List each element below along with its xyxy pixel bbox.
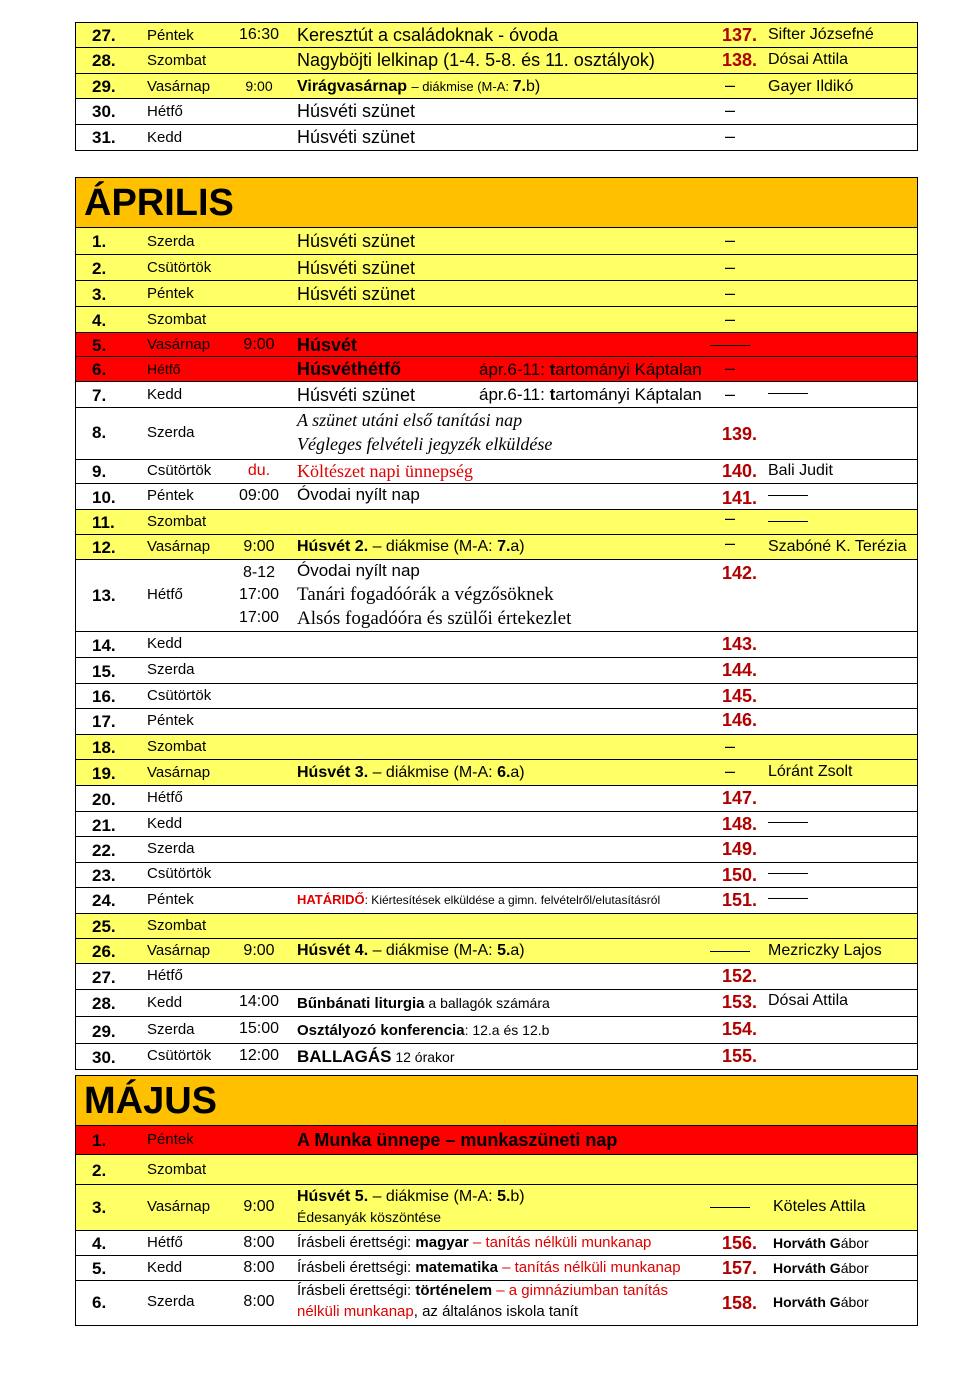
weekday: Szombat — [147, 52, 207, 69]
weekday: Kedd — [147, 635, 183, 652]
date-number: 1. — [92, 232, 107, 251]
time: 16:30 — [238, 26, 280, 43]
time: 9:00 — [243, 942, 275, 959]
event-number: 142. — [721, 563, 757, 583]
date-number: 20. — [92, 790, 116, 809]
event-number: 154. — [721, 1019, 757, 1039]
long-dash-mark — [768, 385, 808, 403]
date-number: 18. — [92, 738, 116, 757]
weekday: Csütörtök — [147, 259, 212, 276]
may-row-5 — [75, 1256, 918, 1281]
weekday: Vasárnap — [147, 538, 211, 555]
event-number: 141. — [721, 488, 757, 508]
weekday: Kedd — [147, 386, 183, 403]
event-number: 156. — [721, 1233, 757, 1253]
event-title: Keresztút a családoknak - óvoda — [297, 25, 559, 45]
month-header-may — [75, 1075, 918, 1126]
weekday: Szerda — [147, 840, 195, 857]
dash-mark: – — [724, 257, 735, 277]
april-row-24 — [75, 888, 918, 914]
responsible-person: Szabóné K. Terézia — [768, 538, 907, 555]
may-row-2 — [75, 1155, 918, 1185]
weekday: Péntek — [147, 27, 194, 44]
event-title: Húsvét — [297, 335, 358, 355]
april-row-1 — [75, 228, 918, 255]
event-title: Húsvéti szünet — [297, 385, 416, 405]
weekday: Szerda — [147, 424, 195, 441]
weekday: Szombat — [147, 917, 207, 934]
event-title: Húsvéti szünet — [297, 258, 416, 278]
event-number: 147. — [721, 788, 757, 808]
long-dash-mark — [710, 1197, 750, 1217]
month-title: MÁJUS — [84, 1080, 218, 1122]
april-row-2 — [75, 255, 918, 281]
event-title: Húsvéthétfő — [297, 359, 402, 379]
april-row-28 — [75, 990, 918, 1017]
date-number: 1. — [92, 1131, 107, 1150]
april-row-15 — [75, 658, 918, 684]
date-number: 28. — [92, 994, 116, 1013]
dash-mark: – — [724, 761, 735, 781]
event-title: Osztályozó konferencia: 12.a és 12.b — [297, 1022, 550, 1039]
weekday: Péntek — [147, 487, 194, 504]
dash-mark: – — [724, 533, 735, 553]
event-title: Húsvét 5. – diákmise (M-A: 5.b) — [297, 1188, 525, 1205]
time: 8-12 — [242, 564, 276, 581]
april-row-30 — [75, 1044, 918, 1070]
event-title: Húsvét 4. – diákmise (M-A: 5.a) — [297, 942, 525, 959]
april-row-27 — [75, 964, 918, 990]
event-title-line2: Tanári fogadóórák a végzősöknek — [297, 584, 554, 605]
weekday: Hétfő — [147, 1234, 183, 1251]
date-number: 29. — [92, 1022, 116, 1041]
weekday: Vasárnap — [147, 1198, 211, 1215]
dash-mark: – — [724, 283, 735, 303]
responsible-person: Horváth Gábor — [773, 1235, 869, 1251]
april-row-5 — [75, 333, 918, 357]
responsible-person: Mezriczky Lajos — [768, 942, 882, 959]
dash-mark: – — [724, 309, 735, 329]
weekday: Péntek — [147, 1131, 194, 1148]
weekday: Csütörtök — [147, 462, 212, 479]
event-title: Írásbeli érettségi: magyar – tanítás nélküli munkanap — [297, 1234, 652, 1251]
weekday: Szerda — [147, 233, 195, 250]
event-title-line2: Végleges felvételi jegyzék elküldése — [297, 434, 553, 454]
event-number: 146. — [721, 710, 757, 730]
dash-mark: – — [724, 384, 735, 404]
weekday: Hétfő — [147, 586, 183, 603]
date-number: 17. — [92, 712, 116, 731]
event-note: ápr.6-11: tartományi Káptalan — [479, 360, 702, 379]
date-number: 11. — [92, 513, 115, 532]
weekday: Vasárnap — [147, 78, 211, 95]
date-number: 30. — [92, 102, 116, 121]
april-row-19 — [75, 760, 918, 786]
event-title: HATÁRIDŐ: Kiértesítések elküldése a gimn. felvételről/elutasításról — [297, 892, 661, 907]
event-title: Húsvéti szünet — [297, 231, 416, 251]
date-number: 13. — [92, 586, 116, 605]
time: 12:00 — [238, 1047, 280, 1064]
weekday: Csütörtök — [147, 1047, 212, 1064]
event-number: 152. — [721, 966, 757, 986]
event-number: 148. — [721, 814, 757, 834]
event-number: 151. — [721, 890, 757, 910]
dash-mark: – — [724, 75, 735, 95]
event-title: Bűnbánati liturgia a ballagók számára — [297, 995, 550, 1012]
date-number: 6. — [92, 360, 107, 379]
event-title: A Munka ünnepe – munkaszüneti nap — [297, 1130, 618, 1150]
april-row-10 — [75, 484, 918, 510]
april-row-25 — [75, 914, 918, 939]
weekday: Csütörtök — [147, 687, 212, 704]
april-row-12 — [75, 535, 918, 560]
time: du. — [247, 462, 271, 479]
responsible-person: Dósai Attila — [768, 992, 849, 1009]
april-row-6 — [75, 357, 918, 382]
responsible-person: Horváth Gábor — [773, 1294, 869, 1310]
date-number: 4. — [92, 1234, 107, 1253]
weekday: Csütörtök — [147, 865, 212, 882]
event-title: BALLAGÁS 12 órakor — [297, 1047, 455, 1066]
dash-mark: – — [724, 736, 735, 756]
april-row-20 — [75, 786, 918, 812]
event-title: Óvodai nyílt nap — [297, 561, 420, 580]
weekday: Kedd — [147, 1259, 183, 1276]
weekday: Hétfő — [147, 103, 183, 120]
date-number: 9. — [92, 462, 107, 481]
date-number: 7. — [92, 386, 107, 405]
event-title: Húsvéti szünet — [297, 127, 416, 147]
date-number: 4. — [92, 311, 107, 330]
event-title-line2: Édesanyák köszöntése — [297, 1209, 441, 1225]
date-number: 16. — [92, 687, 116, 706]
time: 8:00 — [243, 1234, 275, 1251]
april-row-3 — [75, 281, 918, 307]
long-dash-mark — [768, 814, 808, 832]
date-number: 27. — [92, 26, 116, 45]
responsible-person: Bali Judit — [768, 462, 833, 479]
event-title: Virágvasárnap – diákmise (M-A: 7.b) — [297, 78, 541, 95]
date-number: 6. — [92, 1293, 107, 1312]
event-title: Húsvéti szünet — [297, 101, 416, 121]
date-number: 27. — [92, 968, 116, 987]
weekday: Szerda — [147, 1021, 195, 1038]
date-number: 25. — [92, 917, 116, 936]
april-row-18 — [75, 735, 918, 760]
weekday: Péntek — [147, 712, 194, 729]
weekday: Vasárnap — [147, 764, 211, 781]
april-row-22 — [75, 837, 918, 863]
weekday: Szombat — [147, 738, 207, 755]
weekday: Hétfő — [147, 361, 181, 377]
weekday: Kedd — [147, 129, 183, 146]
long-dash-mark — [710, 335, 750, 355]
march-row-27 — [75, 22, 918, 48]
event-number: 144. — [721, 660, 757, 680]
dash-mark: – — [724, 508, 735, 528]
april-row-9 — [75, 460, 918, 484]
date-number: 24. — [92, 891, 116, 910]
weekday: Hétfő — [147, 789, 183, 806]
april-row-7 — [75, 382, 918, 408]
date-number: 8. — [92, 423, 107, 442]
date-number: 2. — [92, 1161, 107, 1180]
long-dash-mark — [768, 890, 808, 908]
date-number: 30. — [92, 1048, 116, 1067]
event-number: 158. — [721, 1293, 757, 1313]
long-dash-mark — [710, 941, 750, 961]
weekday: Szerda — [147, 661, 195, 678]
date-number: 3. — [92, 1198, 107, 1217]
may-row-1 — [75, 1126, 918, 1155]
event-number: 138. — [721, 50, 757, 70]
weekday: Szombat — [147, 1161, 207, 1178]
april-row-11 — [75, 510, 918, 535]
event-title: Húsvéti szünet — [297, 284, 416, 304]
time: 15:00 — [238, 1020, 280, 1037]
date-number: 26. — [92, 942, 116, 961]
weekday: Péntek — [147, 285, 194, 302]
weekday: Hétfő — [147, 967, 183, 984]
date-number: 23. — [92, 866, 116, 885]
time-2: 17:00 — [238, 586, 280, 603]
long-dash-mark — [768, 865, 808, 883]
responsible-person: Dósai Attila — [768, 51, 849, 68]
time-3: 17:00 — [238, 609, 280, 626]
responsible-person: Sifter Józsefné — [768, 26, 874, 43]
event-number: 150. — [721, 865, 757, 885]
event-number: 137. — [721, 25, 757, 45]
date-number: 22. — [92, 841, 116, 860]
event-title: A szünet utáni első tanítási nap — [297, 410, 523, 430]
time: 9:00 — [243, 538, 275, 555]
dash-mark: – — [724, 230, 735, 250]
april-row-14 — [75, 632, 918, 658]
weekday: Szombat — [147, 513, 207, 530]
april-row-4 — [75, 307, 918, 333]
event-title: Óvodai nyílt nap — [297, 485, 420, 504]
april-row-21 — [75, 812, 918, 837]
march-row-31 — [75, 125, 918, 151]
event-number: 155. — [721, 1046, 757, 1066]
april-row-8 — [75, 408, 918, 460]
weekday: Péntek — [147, 891, 194, 908]
time: 14:00 — [238, 993, 280, 1010]
event-title: Nagyböjti lelkinap (1-4. 5-8. és 11. osztályok) — [297, 50, 655, 70]
weekday: Vasárnap — [147, 336, 211, 353]
date-number: 2. — [92, 259, 107, 278]
date-number: 3. — [92, 285, 107, 304]
weekday: Szombat — [147, 311, 207, 328]
weekday: Kedd — [147, 815, 183, 832]
event-number: 149. — [721, 839, 757, 859]
date-number: 19. — [92, 764, 116, 783]
time: 8:00 — [243, 1293, 275, 1310]
event-number: 157. — [721, 1258, 757, 1278]
event-number: 139. — [721, 424, 757, 444]
date-number: 5. — [92, 336, 107, 355]
responsible-person: Gayer Ildikó — [768, 78, 854, 95]
time: 9:00 — [243, 336, 275, 353]
dash-mark: – — [724, 126, 735, 146]
event-title: Költészet napi ünnepség — [297, 461, 473, 481]
dash-mark: – — [724, 358, 735, 378]
event-note: ápr.6-11: tartományi Káptalan — [479, 385, 702, 404]
time: 09:00 — [238, 487, 280, 504]
responsible-person: Köteles Attila — [773, 1198, 866, 1215]
date-number: 21. — [92, 816, 116, 835]
april-row-16 — [75, 684, 918, 709]
date-number: 15. — [92, 662, 116, 681]
march-row-30 — [75, 99, 918, 125]
april-row-29 — [75, 1017, 918, 1044]
event-title-line3: Alsós fogadóóra és szülői értekezlet — [297, 608, 572, 629]
may-row-6 — [75, 1281, 918, 1326]
april-row-26 — [75, 939, 918, 964]
event-title: Húsvét 2. – diákmise (M-A: 7.a) — [297, 538, 525, 555]
event-title-line2: nélküli munkanap, az általános iskola tanít — [297, 1303, 579, 1320]
month-title: ÁPRILIS — [84, 182, 234, 224]
time: 9:00 — [245, 78, 273, 94]
event-number: 140. — [721, 461, 757, 481]
event-number: 153. — [721, 992, 757, 1012]
weekday: Szerda — [147, 1293, 195, 1310]
date-number: 31. — [92, 128, 116, 147]
time: 8:00 — [243, 1259, 275, 1276]
march-row-29 — [75, 74, 918, 99]
april-row-13 — [75, 560, 918, 632]
date-number: 12. — [92, 538, 116, 557]
event-number: 145. — [721, 686, 757, 706]
date-number: 28. — [92, 51, 116, 70]
month-header-april — [75, 177, 918, 228]
date-number: 29. — [92, 77, 116, 96]
april-row-23 — [75, 863, 918, 888]
responsible-person: Lóránt Zsolt — [768, 763, 853, 780]
long-dash-mark — [768, 513, 808, 531]
event-title: Húsvét 3. – diákmise (M-A: 6.a) — [297, 764, 525, 781]
responsible-person: Horváth Gábor — [773, 1260, 869, 1276]
date-number: 10. — [92, 488, 116, 507]
weekday: Kedd — [147, 994, 183, 1011]
event-number: 143. — [721, 634, 757, 654]
may-row-3 — [75, 1185, 918, 1231]
date-number: 14. — [92, 636, 116, 655]
long-dash-mark — [768, 487, 808, 505]
may-row-4 — [75, 1231, 918, 1256]
march-row-28 — [75, 48, 918, 74]
weekday: Vasárnap — [147, 942, 211, 959]
event-title: Írásbeli érettségi: matematika – tanítás nélküli munkanap — [297, 1259, 681, 1276]
april-row-17 — [75, 709, 918, 735]
event-title: Írásbeli érettségi: történelem – a gimnáziumban tanítás — [297, 1282, 669, 1299]
time: 9:00 — [243, 1198, 275, 1215]
dash-mark: – — [724, 100, 735, 120]
date-number: 5. — [92, 1259, 107, 1278]
